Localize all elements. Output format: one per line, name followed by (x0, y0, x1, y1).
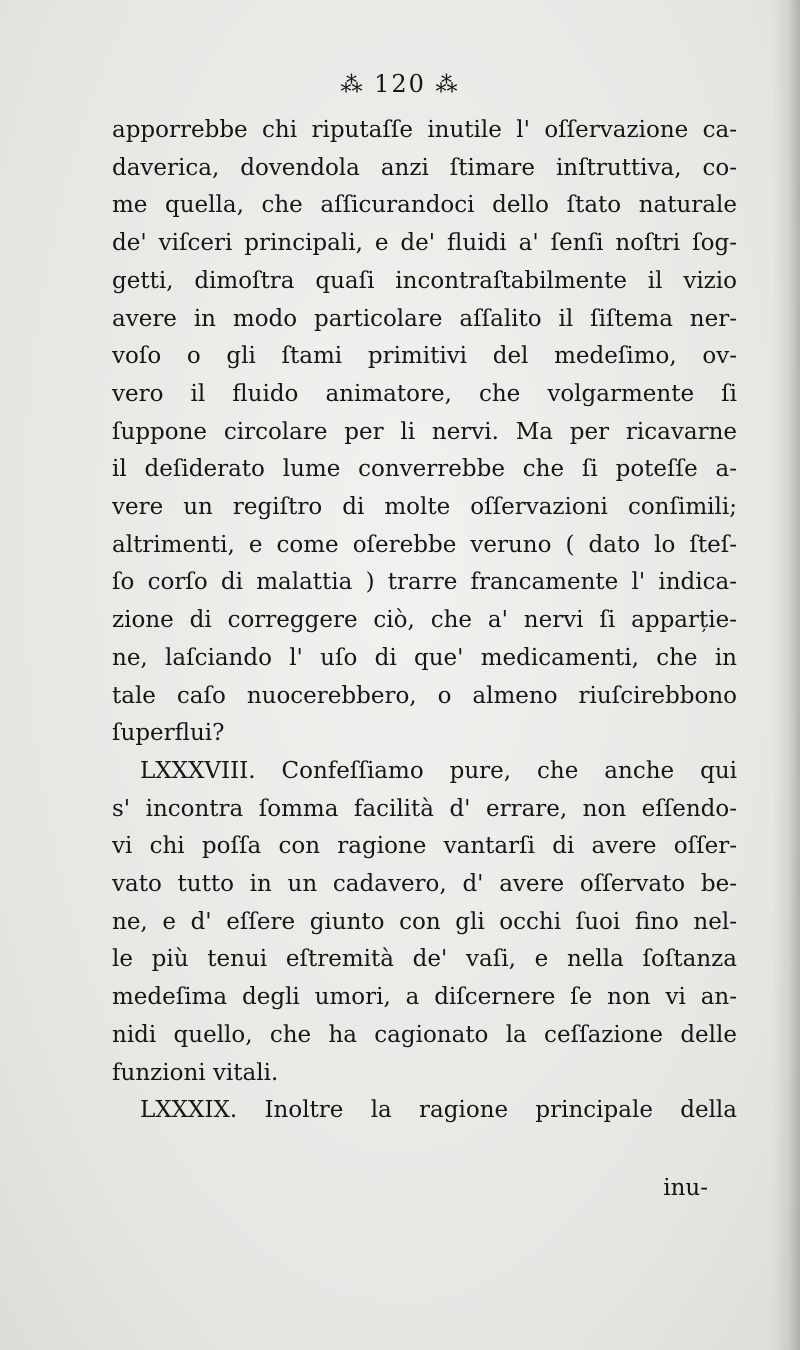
text-line: vero il fluido animatore, che volgarmente ſi (112, 380, 737, 407)
text-line: nidi quello, che ha cagionato la ceſſazione delle (112, 1021, 737, 1048)
text-line: zione di correggere ciò, che a' nervi ſi apparție- (112, 607, 737, 634)
ornament-right-icon: ⁂ (435, 73, 460, 98)
text-line: s' incontra ſomma facilità d' errare, non eſſendo- (112, 795, 737, 822)
text-line: funzioni vitali. (112, 1059, 279, 1086)
text-line: apporrebbe chi riputaſſe inutile l' oſſervazione ca- (112, 117, 737, 143)
text-line: de' viſceri principali, e de' fluidi a' ſenſi noſtri ſog- (112, 230, 737, 257)
ornament-left-icon: ⁂ (340, 73, 365, 98)
text-line: voſo o gli ſtami primitivi del medeſimo, ov- (112, 343, 737, 370)
text-line: vi chi poſſa con ragione vantarſi di avere oſſer- (112, 833, 737, 860)
catchword: inu- (663, 1175, 708, 1201)
text-line: ne, laſciando l' uſo di que' medicamenti, che in (112, 644, 737, 671)
text-line: il deſiderato lume converrebbe che ſi poteſſe a- (112, 456, 737, 483)
text-line: medeſima degli umori, a diſcernere ſe non vi an- (112, 984, 737, 1011)
section-heading-line: LXXXVIII. Confeſſiamo pure, che anche qui (140, 757, 737, 784)
body-text (112, 112, 737, 1130)
text-line: daverica, dovendola anzi ſtimare inſtruttiva, co- (112, 154, 737, 181)
text-line: avere in modo particolare aſſalito il ſiſtema ner- (112, 305, 737, 332)
text-line: ne, e d' eſſere giunto con gli occhi ſuoi fino nel- (112, 908, 737, 935)
text-line: le più tenui eſtremità de' vaſi, e nella ſoſtanza (112, 946, 737, 973)
text-line: tale caſo nuocerebbero, o almeno riuſcirebbono (112, 682, 737, 709)
text-line: ſo corſo di malattia ) trarre francamente l' indica- (112, 569, 737, 596)
text-line: ſuperflui? (112, 720, 225, 747)
text-line: vere un regiſtro di molte oſſervazioni conſimili; (112, 494, 737, 521)
page-number: 120 (374, 70, 426, 98)
text-line: me quella, che aſſicurandoci dello ſtato naturale (112, 192, 737, 219)
page-edge-shadow (772, 0, 800, 1350)
section-heading-line: LXXXIX. Inoltre la ragione principale della (140, 1097, 737, 1124)
text-line: altrimenti, e come oſerebbe veruno ( dato lo ſteſ- (112, 531, 737, 558)
text-line: getti, dimoſtra quaſi incontraſtabilmente il vizio (112, 267, 737, 294)
text-line: ſuppone circolare per li nervi. Ma per ricavarne (112, 418, 737, 445)
text-line: vato tutto in un cadavero, d' avere oſſervato be- (112, 871, 737, 898)
page-header (0, 70, 800, 98)
